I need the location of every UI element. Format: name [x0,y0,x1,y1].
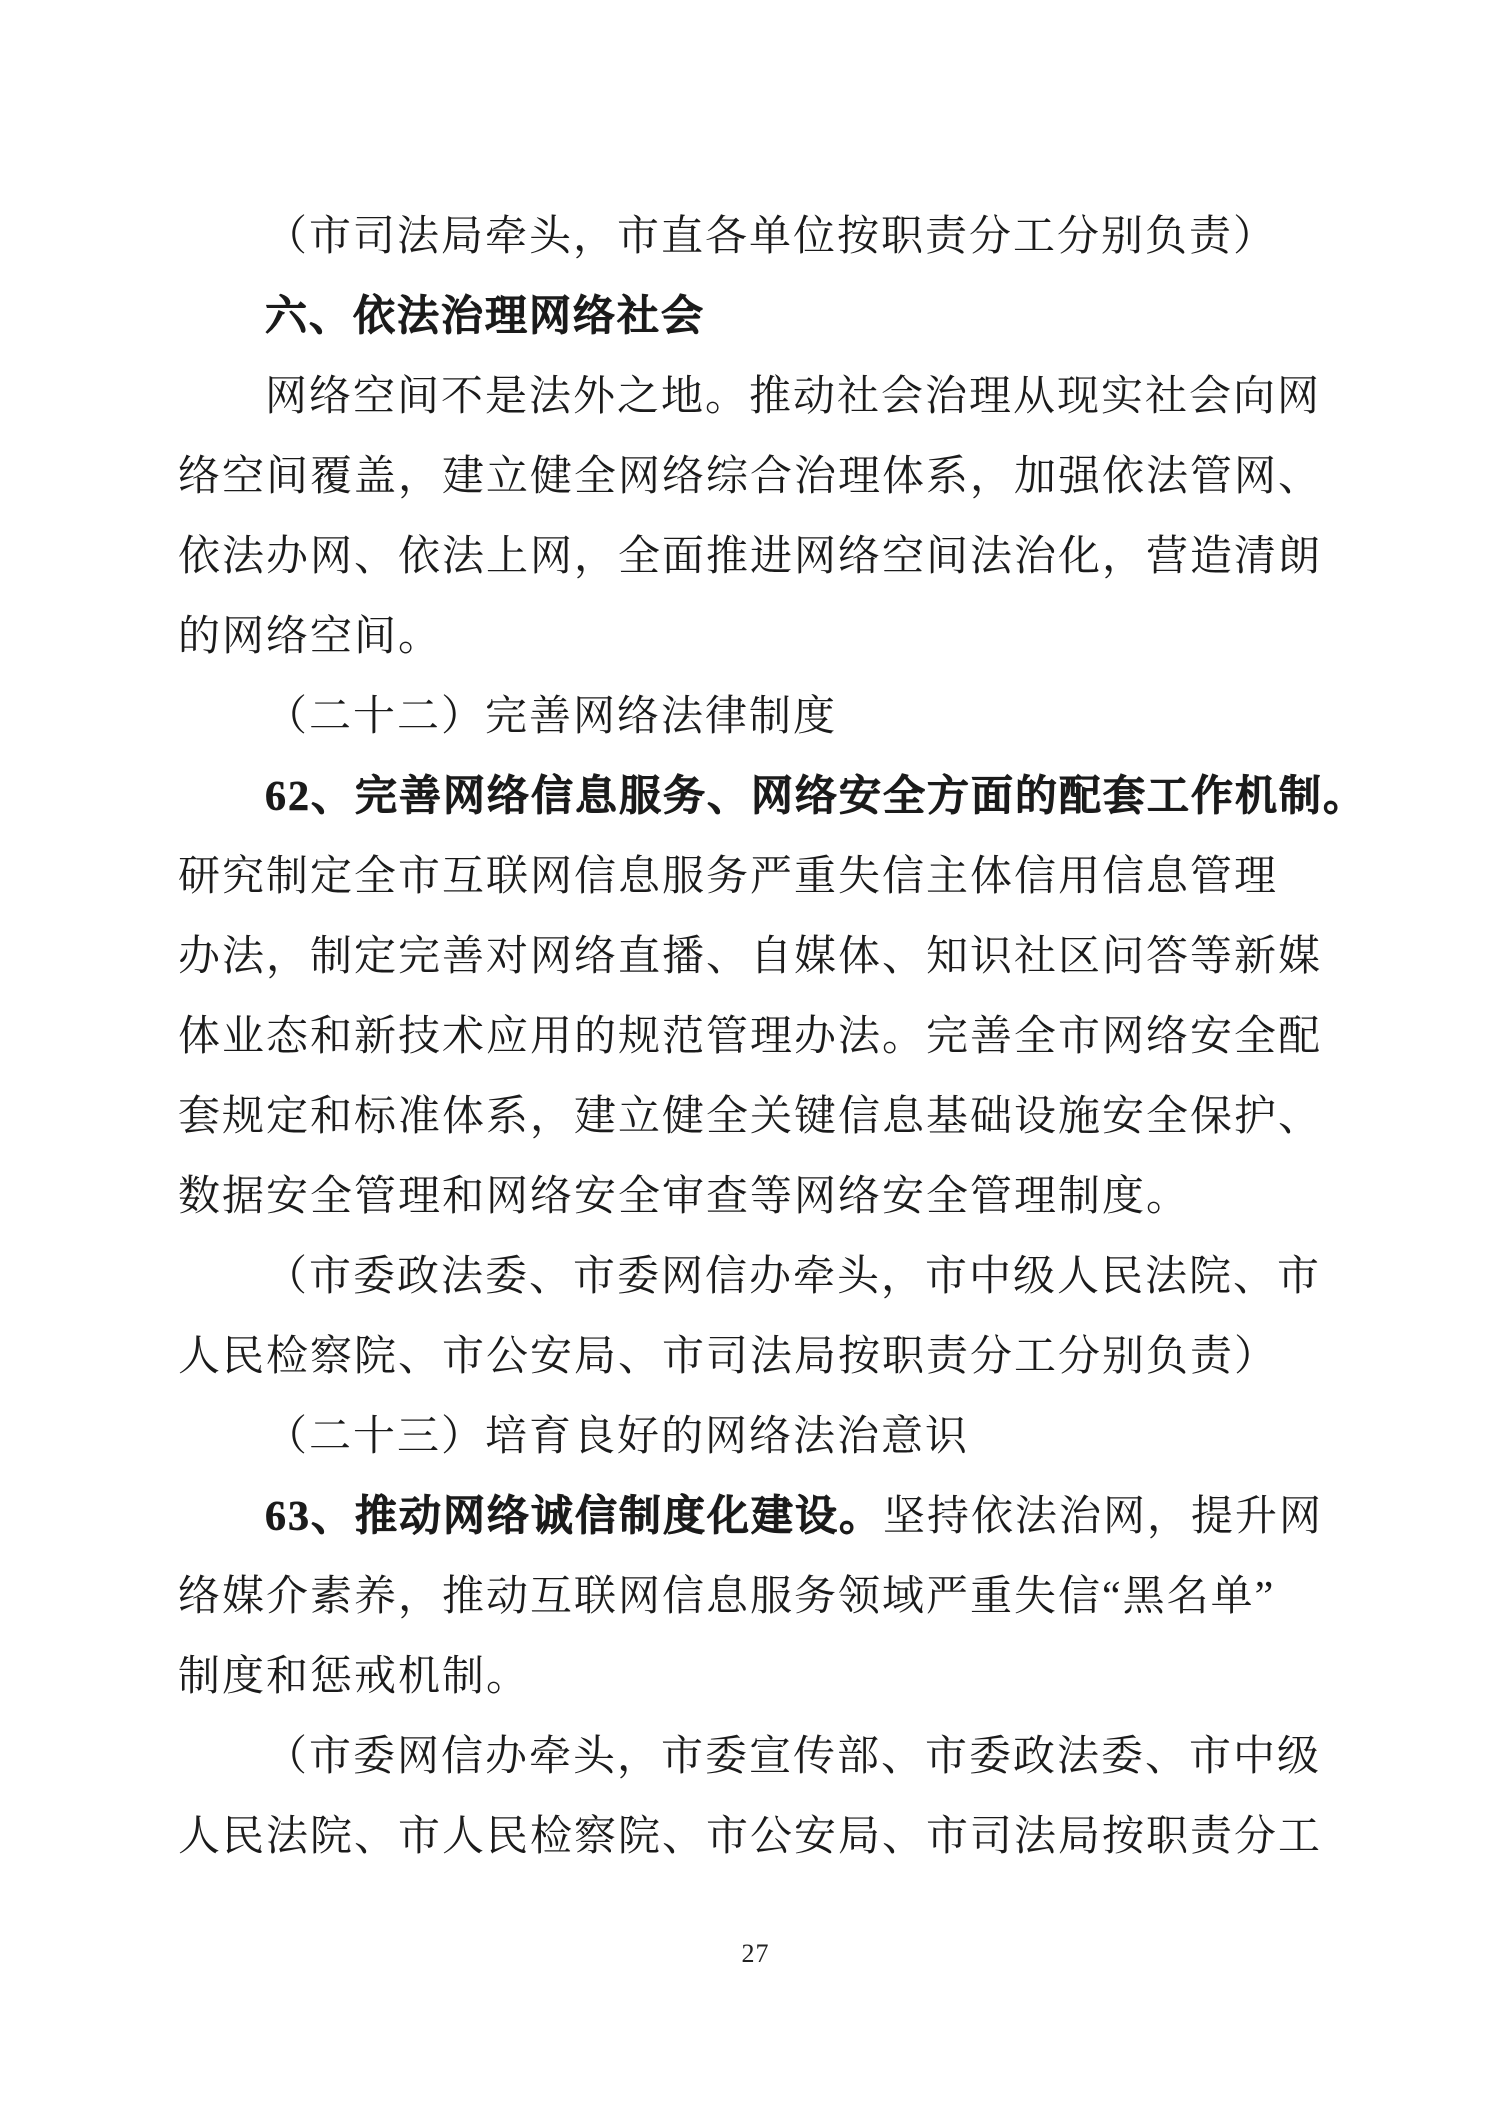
text-line [178,1492,1455,1548]
text-line [178,1572,1368,1628]
text-line [178,452,1368,508]
text-segment: 人民法院、市人民检察院、市公安局、市司法局按职责分工 [178,1814,1323,1860]
text-segment: 数据安全管理和网络安全审查等网络安全管理制度。 [178,1174,1191,1220]
text-segment: 办法，制定完善对网络直播、自媒体、知识社区问答等新媒 [178,934,1323,980]
text-line [178,1652,1368,1708]
text-segment: 研究制定全市互联网信息服务严重失信主体信用信息管理 [178,854,1279,900]
text-segment: （二十二）完善网络法律制度 [265,694,838,740]
bold-text-segment: 63、推动网络诚信制度化建设。 [265,1494,884,1540]
text-line [178,1012,1368,1068]
text-line [178,1412,1455,1468]
bold-text-segment: 六、依法治理网络社会 [265,294,706,340]
text-segment: 络空间覆盖，建立健全网络综合治理体系，加强依法管网、 [178,454,1323,500]
page-number: 27 [741,1939,770,1968]
text-line [178,1172,1368,1228]
text-line [178,372,1455,428]
text-segment: 人民检察院、市公安局、市司法局按职责分工分别负责） [178,1334,1279,1380]
text-segment: 坚持依法治网，提升网 [883,1494,1324,1540]
text-segment: 依法办网、依法上网，全面推进网络空间法治化，营造清朗 [178,534,1323,580]
text-line [178,1252,1455,1308]
text-line [178,1092,1368,1148]
text-segment: 体业态和新技术应用的规范管理办法。完善全市网络安全配 [178,1014,1323,1060]
text-line [178,692,1455,748]
text-segment: （市委网信办牵头，市委宣传部、市委政法委、市中级 [265,1734,1322,1780]
text-segment: （市委政法委、市委网信办牵头，市中级人民法院、市 [265,1254,1322,1300]
text-segment: 制度和惩戒机制。 [178,1654,531,1700]
text-line [178,292,1455,348]
text-segment: 套规定和标准体系，建立健全关键信息基础设施安全保护、 [178,1094,1323,1140]
text-segment: 网络空间不是法外之地。推动社会治理从现实社会向网 [265,374,1322,420]
text-segment: （市司法局牵头，市直各单位按职责分工分别负责） [265,214,1278,260]
text-line [178,1332,1368,1388]
text-line [178,612,1368,668]
text-line [178,1812,1368,1868]
text-line [178,772,1455,828]
text-segment: （二十三）培育良好的网络法治意识 [265,1414,970,1460]
bold-text-segment: 62、完善网络信息服务、网络安全方面的配套工作机制。 [265,774,1368,820]
text-line [178,212,1455,268]
text-line [178,1732,1455,1788]
text-segment: 络媒介素养，推动互联网信息服务领域严重失信“黑名单” [178,1574,1276,1620]
text-line [178,852,1368,908]
text-line [178,532,1368,588]
text-line [178,932,1368,988]
page-footer [0,1938,1487,1970]
text-segment: 的网络空间。 [178,614,443,660]
